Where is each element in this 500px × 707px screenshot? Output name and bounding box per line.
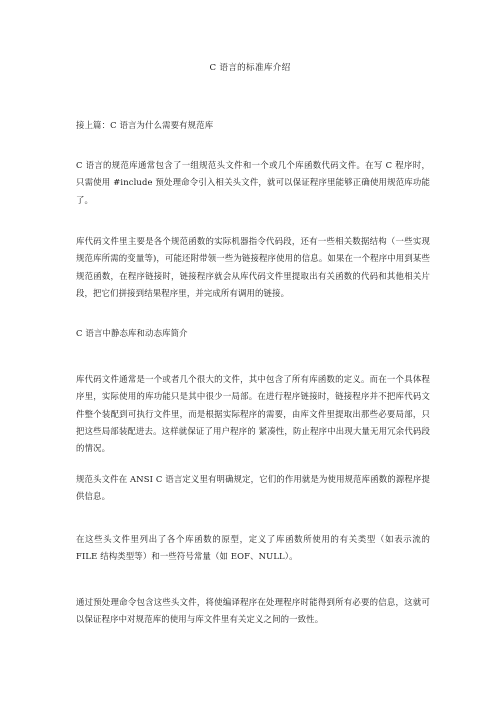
paragraph-library-linking: 库代码文件通常是一个或者几个很大的文件，其中包含了所有库函数的定义。而在一个具体程序里，实际使用的库功能只是其中很少一局部。在进行程序链接时，链接程序并不把库代码文件整个装配到可执行文件里，而是根据实际程序的需要，由库文件里提取出那些必要局部，只把这些局部装配进去。这样就保证了用户程序的 紧凑性，防止程序中出现大量无用冗余代码段的情况。: [76, 374, 430, 454]
paragraph-preprocessor-include: 通过预处理命令包含这些头文件，将使编译程序在处理程序时能得到所有必要的信息，这就可以保证程序中对规范库的使用与库文件里有关定义之间的一致性。: [76, 597, 430, 625]
document-title: C 语言的标准库介绍: [209, 63, 291, 73]
paragraph-library-code-file: 库代码文件里主要是各个规范函数的实际机器指令代码段，还有一些相关数据结构（一些实现规范库所需的变量等)，可能还附带领一些为链接程序使用的信息。如果在一个程序中用到某些规范函数，在程序链接时，链接程序就会从库代码文件里提取出有关函数的代码和其他相关片段，把它们拼接到结果程序里，并完成所有调用的链接。: [76, 236, 430, 298]
paragraph-previous-link: 接上篇：C 语言为什么需要有规范库: [76, 120, 214, 130]
paragraph-header-files-ansi: 规范头文件在 ANSI C 语言定义里有明确规定，它们的作用就是为使用规范库函数的源程序提供信息。: [76, 474, 430, 502]
section-heading-static-dynamic-library: C 语言中静态库和动态库简介: [76, 328, 188, 338]
paragraph-standard-library-intro: C 语言的规范库通常包含了一组规范头文件和一个或几个库函数代码文件。在写 C 程序时，只需使用 #include 预处理命令引入相关头文件，就可以保证程序里能够正确使用规范库功能了。: [76, 160, 430, 205]
paragraph-header-prototypes: 在这些头文件里列出了各个库函数的原型，定义了库函数所使用的有关类型（如表示流的 FILE 结构类型等）和一些符号常量（如 EOF、NULL）。: [76, 534, 430, 562]
